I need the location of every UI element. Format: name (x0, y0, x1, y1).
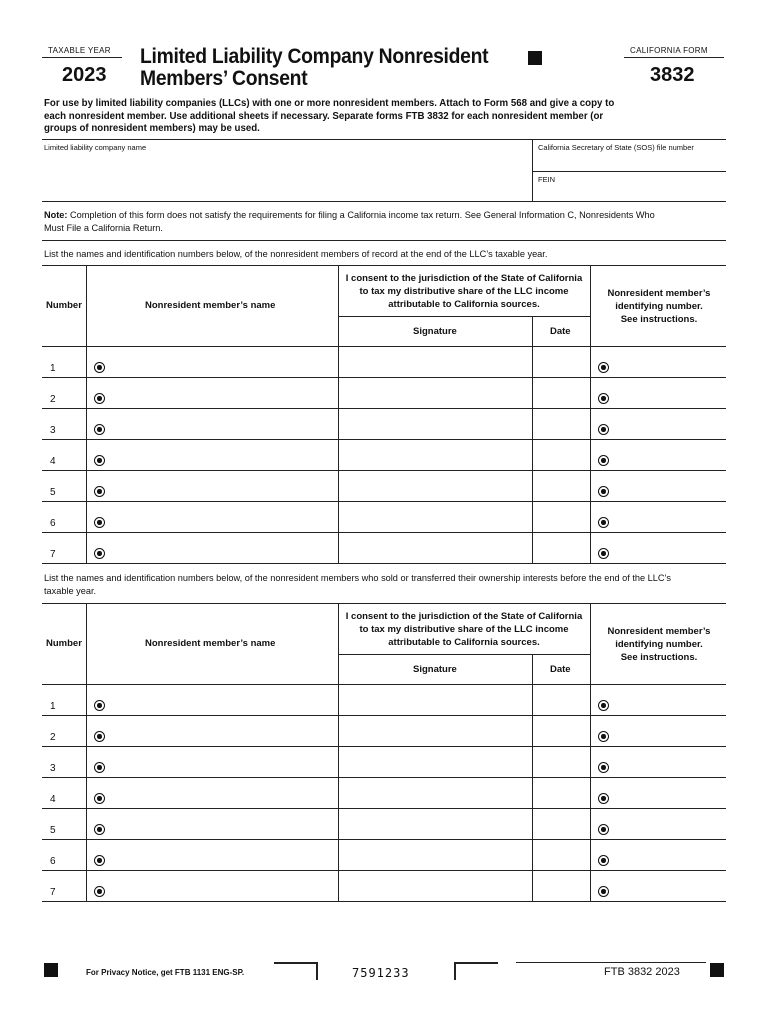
signature-input[interactable] (342, 874, 528, 899)
date-input[interactable] (536, 843, 588, 868)
member-name-input[interactable] (108, 536, 334, 561)
date-input[interactable] (536, 536, 588, 561)
identifying-number-input[interactable] (612, 381, 724, 406)
member-name-radio-icon[interactable] (94, 393, 105, 404)
table1-col-name: Nonresident member’s name (145, 300, 276, 311)
intro-text (44, 98, 614, 136)
identifying-number-radio-icon[interactable] (598, 393, 609, 404)
registration-mark (528, 51, 542, 65)
member-name-input[interactable] (108, 381, 334, 406)
table2-col-number: Number (46, 638, 82, 649)
identifying-number-radio-icon[interactable] (598, 455, 609, 466)
identifying-number-radio-icon[interactable] (598, 700, 609, 711)
taxable-year-label: TAXABLE YEAR (48, 46, 111, 55)
member-name-radio-icon[interactable] (94, 362, 105, 373)
identifying-number-input[interactable] (612, 781, 724, 806)
identifying-number-input[interactable] (612, 350, 724, 375)
member-name-input[interactable] (108, 443, 334, 468)
member-name-radio-icon[interactable] (94, 731, 105, 742)
row-number: 4 (50, 456, 56, 467)
member-name-radio-icon[interactable] (94, 824, 105, 835)
member-name-input[interactable] (108, 412, 334, 437)
date-input[interactable] (536, 812, 588, 837)
table2-id-line-2: identifying number. (615, 639, 703, 650)
identifying-number-input[interactable] (612, 412, 724, 437)
identifying-number-radio-icon[interactable] (598, 731, 609, 742)
member-name-radio-icon[interactable] (94, 517, 105, 528)
table1-col-signature: Signature (413, 326, 457, 337)
member-name-input[interactable] (108, 474, 334, 499)
intro-line-1: For use by limited liability companies (LLCs) with one or more nonresident members. Attach to Form 568 and give a copy to (44, 98, 615, 109)
date-input[interactable] (536, 874, 588, 899)
date-input[interactable] (536, 443, 588, 468)
date-input[interactable] (536, 750, 588, 775)
member-name-radio-icon[interactable] (94, 455, 105, 466)
member-name-input[interactable] (108, 781, 334, 806)
identifying-number-radio-icon[interactable] (598, 793, 609, 804)
table2-caption (44, 572, 671, 597)
intro-line-3: groups of nonresident members) may be used. (44, 123, 260, 134)
table1-consent-header (338, 272, 590, 311)
table1-id-line-2: identifying number. (615, 301, 703, 312)
member-name-input[interactable] (108, 505, 334, 530)
date-input[interactable] (536, 381, 588, 406)
signature-input[interactable] (342, 812, 528, 837)
signature-input[interactable] (342, 688, 528, 713)
table2-consent-line-3: attributable to California sources. (388, 637, 540, 648)
table1-consent-line-3: attributable to California sources. (388, 299, 540, 310)
member-name-input[interactable] (108, 688, 334, 713)
sos-file-number-input[interactable] (538, 154, 724, 170)
table2-id-line-1: Nonresident member’s (607, 626, 711, 637)
identifying-number-input[interactable] (612, 719, 724, 744)
form-number: 3832 (650, 64, 695, 86)
table1-col-date: Date (550, 326, 571, 337)
fein-input[interactable] (538, 185, 724, 200)
table2-caption-line-2: taxable year. (44, 585, 97, 596)
signature-input[interactable] (342, 505, 528, 530)
row-number: 2 (50, 394, 56, 405)
row-number: 7 (50, 887, 56, 898)
identifying-number-radio-icon[interactable] (598, 886, 609, 897)
llc-name-label: Limited liability company name (44, 143, 147, 152)
member-name-radio-icon[interactable] (94, 700, 105, 711)
table2-consent-line-1: I consent to the jurisdiction of the State of California (345, 611, 583, 622)
table2-col-name: Nonresident member’s name (145, 638, 276, 649)
row-number: 5 (50, 487, 56, 498)
identifying-number-radio-icon[interactable] (598, 762, 609, 773)
california-form-label: CALIFORNIA FORM (630, 46, 708, 55)
table2-id-line-3: See instructions. (620, 652, 698, 663)
identifying-number-radio-icon[interactable] (598, 824, 609, 835)
signature-input[interactable] (342, 381, 528, 406)
registration-mark-bottom-left (44, 963, 58, 977)
table1-consent-line-2: to tax my distributive share of the LLC income (359, 286, 569, 297)
identifying-number-radio-icon[interactable] (598, 362, 609, 373)
title-line-1: Limited Liability Company Nonresident (140, 45, 489, 68)
note-line-2: Must File a California Return. (44, 222, 163, 233)
note-text (44, 209, 655, 234)
member-name-input[interactable] (108, 812, 334, 837)
row-number: 3 (50, 763, 56, 774)
row-number: 4 (50, 794, 56, 805)
note-label: Note: (44, 210, 68, 220)
identifying-number-input[interactable] (612, 812, 724, 837)
page-title (140, 46, 488, 90)
member-name-radio-icon[interactable] (94, 886, 105, 897)
intro-line-2: each nonresident member. Use additional sheets if necessary. Separate forms FTB 3832 for each nonresident member (or (44, 110, 604, 122)
barcode-number: 7591233 (352, 966, 410, 980)
identifying-number-radio-icon[interactable] (598, 486, 609, 497)
member-name-input[interactable] (108, 843, 334, 868)
signature-input[interactable] (342, 781, 528, 806)
date-input[interactable] (536, 719, 588, 744)
date-input[interactable] (536, 688, 588, 713)
row-number: 3 (50, 425, 56, 436)
identifying-number-input[interactable] (612, 536, 724, 561)
member-name-input[interactable] (108, 350, 334, 375)
row-number: 1 (50, 701, 56, 712)
member-name-radio-icon[interactable] (94, 855, 105, 866)
date-input[interactable] (536, 412, 588, 437)
member-name-radio-icon[interactable] (94, 424, 105, 435)
row-number: 1 (50, 363, 56, 374)
identifying-number-input[interactable] (612, 505, 724, 530)
signature-input[interactable] (342, 843, 528, 868)
table1-id-line-1: Nonresident member’s (607, 288, 711, 299)
date-input[interactable] (536, 505, 588, 530)
tax-year: 2023 (62, 64, 107, 86)
form-id-footer: FTB 3832 2023 (604, 966, 680, 978)
identifying-number-input[interactable] (612, 443, 724, 468)
table2-col-signature: Signature (413, 664, 457, 675)
member-name-radio-icon[interactable] (94, 548, 105, 559)
table2-consent-header (338, 610, 590, 649)
signature-input[interactable] (342, 350, 528, 375)
table1-consent-line-1: I consent to the jurisdiction of the State of California (345, 273, 583, 284)
row-number: 5 (50, 825, 56, 836)
date-input[interactable] (536, 474, 588, 499)
signature-input[interactable] (342, 474, 528, 499)
member-name-radio-icon[interactable] (94, 762, 105, 773)
note-line-1: Completion of this form does not satisfy the requirements for filing a California income tax return. See General Information C, Nonresidents Who (67, 210, 655, 220)
identifying-number-radio-icon[interactable] (598, 517, 609, 528)
identifying-number-radio-icon[interactable] (598, 548, 609, 559)
llc-name-input[interactable] (44, 155, 524, 195)
table1-id-line-3: See instructions. (620, 314, 698, 325)
registration-mark-bottom-right (710, 963, 724, 977)
identifying-number-input[interactable] (612, 750, 724, 775)
row-number: 2 (50, 732, 56, 743)
signature-input[interactable] (342, 412, 528, 437)
table2-id-header (592, 625, 726, 664)
identifying-number-radio-icon[interactable] (598, 424, 609, 435)
sos-file-number-label: California Secretary of State (SOS) file number (538, 143, 694, 152)
table1-caption: List the names and identification numbers below, of the nonresident members of record at the end of the LLC’s taxable year. (44, 249, 548, 259)
signature-input[interactable] (342, 536, 528, 561)
identifying-number-input[interactable] (612, 688, 724, 713)
member-name-input[interactable] (108, 874, 334, 899)
table2-col-date: Date (550, 664, 571, 675)
signature-input[interactable] (342, 719, 528, 744)
member-name-input[interactable] (108, 750, 334, 775)
date-input[interactable] (536, 350, 588, 375)
member-name-radio-icon[interactable] (94, 793, 105, 804)
table1-id-header (592, 287, 726, 326)
member-name-radio-icon[interactable] (94, 486, 105, 497)
identifying-number-input[interactable] (612, 874, 724, 899)
table1-col-number: Number (46, 300, 82, 311)
identifying-number-input[interactable] (612, 474, 724, 499)
identifying-number-input[interactable] (612, 843, 724, 868)
identifying-number-radio-icon[interactable] (598, 855, 609, 866)
row-number: 6 (50, 856, 56, 867)
fein-label: FEIN (538, 175, 556, 184)
row-number: 6 (50, 518, 56, 529)
row-number: 7 (50, 549, 56, 560)
table2-caption-line-1: List the names and identification numbers below, of the nonresident members who sold or transferred their ownership interests before the end of the LLC’s (44, 573, 671, 583)
privacy-notice: For Privacy Notice, get FTB 1131 ENG-SP. (86, 968, 245, 977)
member-name-input[interactable] (108, 719, 334, 744)
title-line-2: Members’ Consent (140, 67, 308, 90)
signature-input[interactable] (342, 750, 528, 775)
signature-input[interactable] (342, 443, 528, 468)
table2-consent-line-2: to tax my distributive share of the LLC income (359, 624, 569, 635)
date-input[interactable] (536, 781, 588, 806)
